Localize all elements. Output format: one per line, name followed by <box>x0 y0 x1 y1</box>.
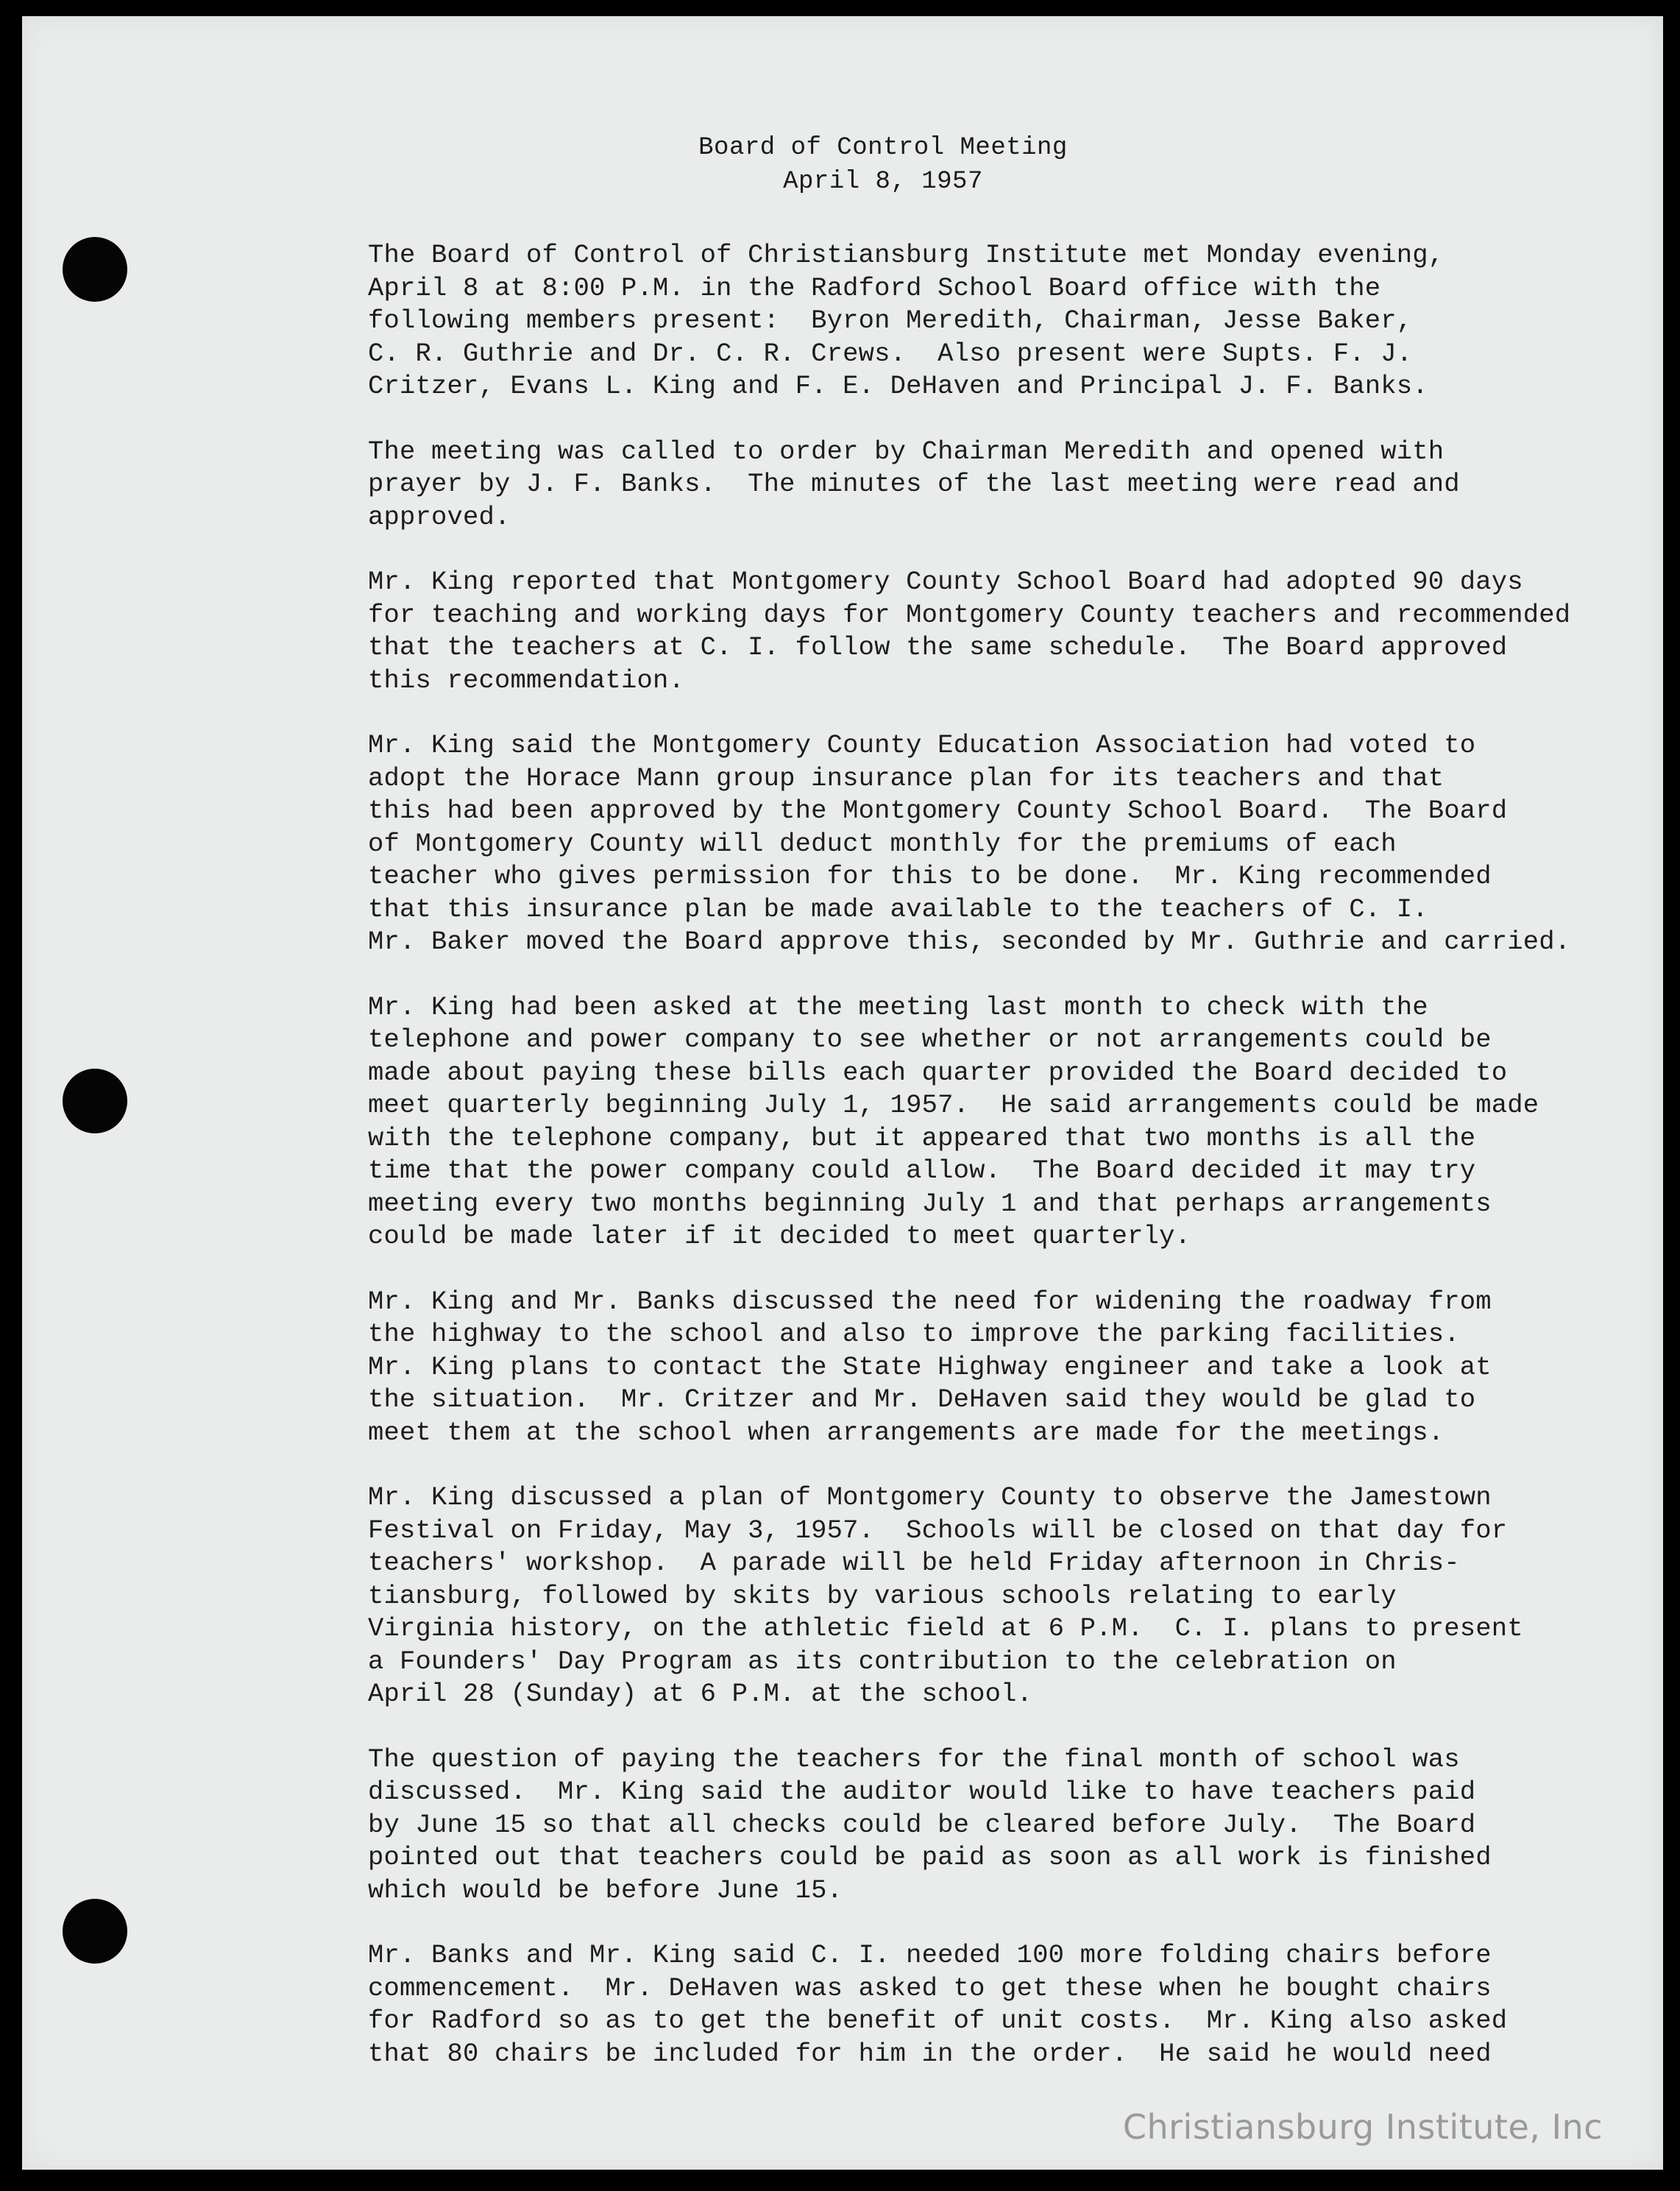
text-line: with the telephone company, but it appeared that two months is all the <box>368 1122 1476 1153</box>
text-line: The meeting was called to order by Chairman Meredith and opened with <box>368 436 1445 467</box>
text-line: Virginia history, on the athletic field at 6 P.M. C. I. plans to present <box>368 1613 1523 1643</box>
text-line: which would be before June 15. <box>368 1875 843 1905</box>
text-line: a Founders' Day Program as its contribution to the celebration on <box>368 1646 1397 1677</box>
text-line: for teaching and working days for Montgomery County teachers and recommended <box>368 599 1571 630</box>
text-line: meeting every two months beginning July 1 and that perhaps arrangements <box>368 1188 1492 1219</box>
text-line: C. R. Guthrie and Dr. C. R. Crews. Also present were Supts. F. J. <box>368 338 1413 369</box>
text-line: Mr. Baker moved the Board approve this, seconded by Mr. Guthrie and carried. <box>368 927 1571 957</box>
text-line: time that the power company could allow. The Board decided it may try <box>368 1155 1476 1186</box>
text-line: meet quarterly beginning July 1, 1957. He said arrangements could be made <box>368 1090 1539 1120</box>
text-line: The Board of Control of Christiansburg Institute met Monday evening, <box>368 240 1445 270</box>
watermark-text: Christiansburg Institute, Inc <box>1122 2107 1603 2147</box>
text-line: could be made later if it decided to meet quarterly. <box>368 1221 1191 1251</box>
text-line: this had been approved by the Montgomery County School Board. The Board <box>368 796 1508 826</box>
text-line: Mr. King plans to contact the State Highway engineer and take a look at <box>368 1351 1492 1382</box>
text-line: April 8 at 8:00 P.M. in the Radford School Board office with the <box>368 272 1381 303</box>
text-line: meet them at the school when arrangements are made for the meetings. <box>368 1417 1445 1448</box>
paragraph <box>368 1482 1634 1711</box>
paragraph <box>368 1744 1634 1908</box>
text-line: discussed. Mr. King said the auditor would like to have teachers paid <box>368 1777 1476 1807</box>
paragraph <box>368 1286 1634 1450</box>
text-line: prayer by J. F. Banks. The minutes of the last meeting were read and <box>368 469 1460 499</box>
text-line: Mr. King and Mr. Banks discussed the need for widening the roadway from <box>368 1286 1492 1317</box>
punch-hole-bottom <box>63 1899 127 1964</box>
paragraph <box>368 566 1634 697</box>
text-line: Critzer, Evans L. King and F. E. DeHaven and Principal J. F. Banks. <box>368 371 1428 401</box>
text-line: pointed out that teachers could be paid as soon as all work is finished <box>368 1842 1492 1872</box>
text-line: Mr. King said the Montgomery County Education Association had voted to <box>368 730 1476 760</box>
document-date: April 8, 1957 <box>783 168 983 196</box>
text-line: by June 15 so that all checks could be cleared before July. The Board <box>368 1809 1476 1840</box>
text-line: that 80 chairs be included for him in the order. He said he would need <box>368 2038 1492 2069</box>
document-body <box>368 239 1634 2103</box>
document-heading <box>0 131 1641 199</box>
text-line: following members present: Byron Meredith, Chairman, Jesse Baker, <box>368 305 1413 336</box>
paragraph <box>368 436 1634 534</box>
text-line: teachers' workshop. A parade will be held Friday afternoon in Chris- <box>368 1548 1460 1578</box>
text-line: of Montgomery County will deduct monthly for the premiums of each <box>368 828 1397 859</box>
text-line: made about paying these bills each quarter provided the Board decided to <box>368 1057 1508 1088</box>
document-title: Board of Control Meeting <box>698 134 1068 162</box>
text-line: The question of paying the teachers for the final month of school was <box>368 1744 1460 1774</box>
text-line: Mr. King discussed a plan of Montgomery County to observe the Jamestown <box>368 1482 1492 1512</box>
punch-hole-top <box>63 237 127 302</box>
text-line: this recommendation. <box>368 665 685 695</box>
paragraph <box>368 1939 1634 2070</box>
paragraph <box>368 239 1634 403</box>
text-line: approved. <box>368 501 511 532</box>
text-line: for Radford so as to get the benefit of unit costs. Mr. King also asked <box>368 2006 1508 2036</box>
text-line: April 28 (Sunday) at 6 P.M. at the school. <box>368 1679 1033 1709</box>
text-line: the situation. Mr. Critzer and Mr. DeHaven said they would be glad to <box>368 1384 1476 1415</box>
text-line: that the teachers at C. I. follow the same schedule. The Board approved <box>368 632 1508 662</box>
text-line: adopt the Horace Mann group insurance plan for its teachers and that <box>368 762 1445 793</box>
paragraph <box>368 729 1634 959</box>
text-line: Mr. King had been asked at the meeting last month to check with the <box>368 991 1428 1022</box>
text-line: teacher who gives permission for this to be done. Mr. King recommended <box>368 861 1492 891</box>
text-line: telephone and power company to see whether or not arrangements could be <box>368 1024 1492 1055</box>
text-line: commencement. Mr. DeHaven was asked to get these when he bought chairs <box>368 1972 1492 2003</box>
punch-hole-middle <box>63 1069 127 1133</box>
paragraph <box>368 991 1634 1253</box>
text-line: that this insurance plan be made available to the teachers of C. I. <box>368 893 1428 924</box>
text-line: the highway to the school and also to improve the parking facilities. <box>368 1319 1460 1349</box>
text-line: Mr. Banks and Mr. King said C. I. needed 100 more folding chairs before <box>368 1940 1492 1970</box>
text-line: Festival on Friday, May 3, 1957. Schools will be closed on that day for <box>368 1515 1508 1546</box>
text-line: tiansburg, followed by skits by various schools relating to early <box>368 1580 1397 1611</box>
text-line: Mr. King reported that Montgomery County School Board had adopted 90 days <box>368 567 1523 597</box>
